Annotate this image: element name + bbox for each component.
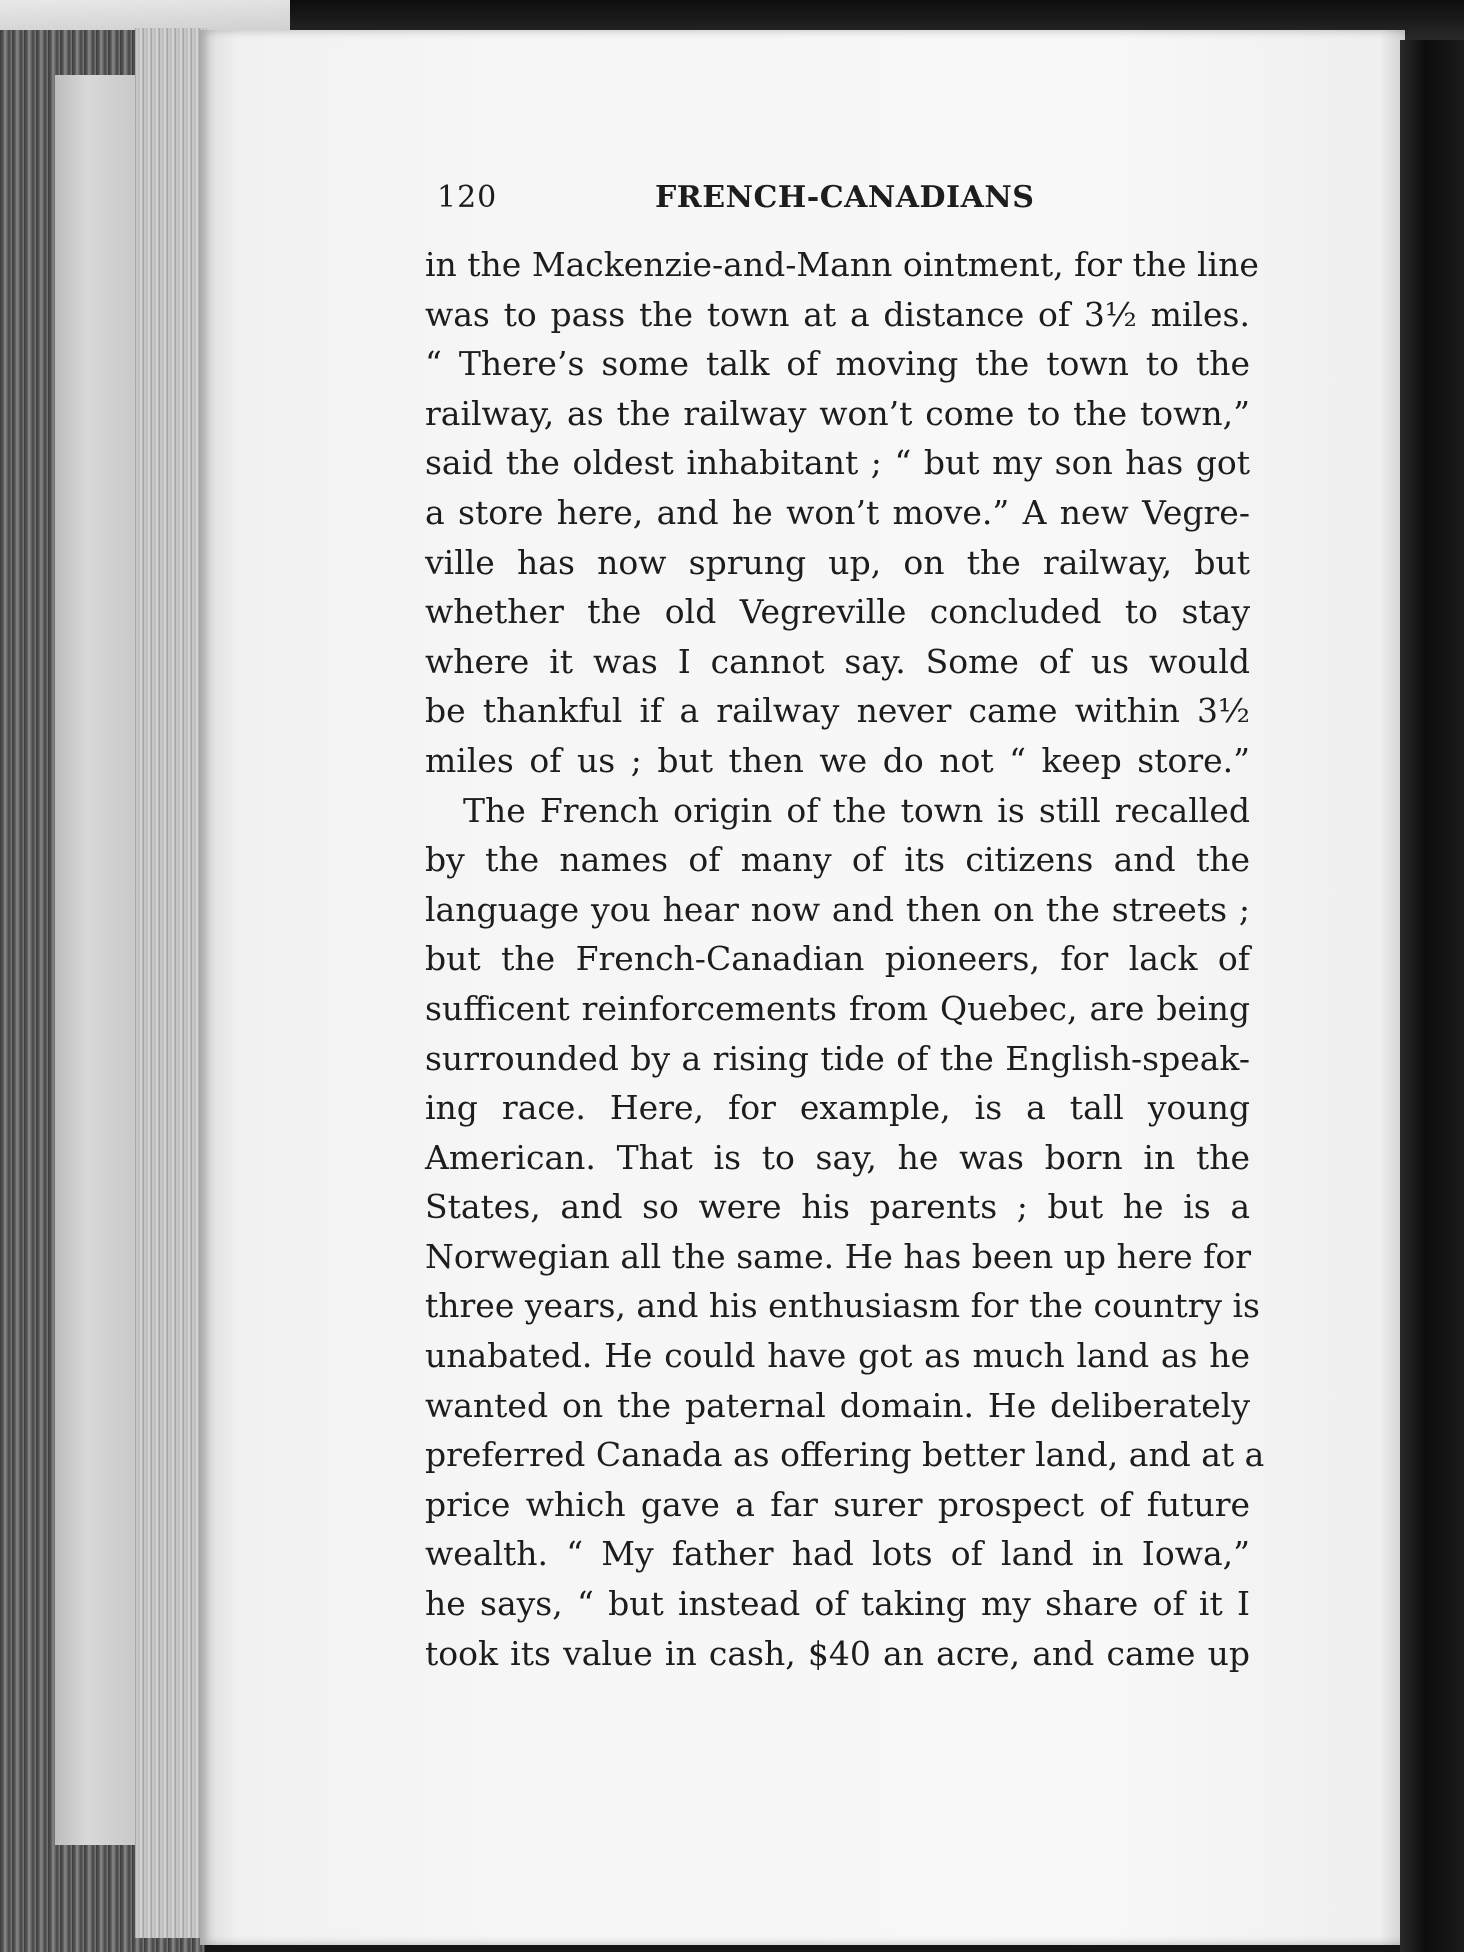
text-line: railway, as the railway won’t come to the town,” xyxy=(425,393,1250,433)
text-line: ing race. Here, for example, is a tall young xyxy=(425,1088,1250,1128)
text-line: by the names of many of its citizens and the xyxy=(425,840,1250,880)
body-text xyxy=(425,240,1265,1678)
text-line: took its value in cash, $40 an acre, and came up xyxy=(425,1633,1250,1673)
running-head xyxy=(425,180,1250,240)
running-title: FRENCH-CANADIANS xyxy=(655,180,1035,215)
text-line: wanted on the paternal domain. He deliberately xyxy=(425,1385,1250,1425)
text-line: surrounded by a rising tide of the English-speak- xyxy=(425,1038,1250,1078)
text-line: in the Mackenzie-and-Mann ointment, for the line xyxy=(425,245,1259,284)
text-line: whether the old Vegreville concluded to stay xyxy=(425,592,1250,632)
text-line: miles of us ; but then we do not “ keep store.” xyxy=(425,740,1250,780)
text-line: Norwegian all the same. He has been up here for xyxy=(425,1236,1251,1276)
text-line: unabated. He could have got as much land as he xyxy=(425,1336,1250,1376)
page-gutter xyxy=(135,28,207,1938)
page-number: 120 xyxy=(437,180,498,215)
page-stack xyxy=(55,75,135,1845)
text-line: States, and so were his parents ; but he is a xyxy=(425,1187,1250,1227)
right-edge-shadow xyxy=(1400,40,1464,1952)
text-line: language you hear now and then on the streets ; xyxy=(425,889,1250,929)
text-line: The French origin of the town is still recalled xyxy=(463,790,1250,830)
text-line: where it was I cannot say. Some of us would xyxy=(425,641,1250,681)
text-line: wealth. “ My father had lots of land in Iowa,” xyxy=(425,1534,1250,1574)
text-line: sufficent reinforcements from Quebec, are being xyxy=(425,988,1250,1028)
text-line: was to pass the town at a distance of 3½ miles. xyxy=(425,294,1250,334)
text-line: be thankful if a railway never came within 3½ xyxy=(425,691,1250,731)
text-line: ville has now sprung up, on the railway, but xyxy=(425,542,1250,582)
text-line: he says, “ but instead of taking my share of it I xyxy=(425,1584,1250,1624)
text-line: said the oldest inhabitant ; “ but my son has got xyxy=(425,443,1250,483)
text-line: preferred Canada as offering better land, and at a xyxy=(425,1435,1265,1475)
text-line: three years, and his enthusiasm for the country is xyxy=(425,1286,1260,1326)
text-line: but the French-Canadian pioneers, for lack of xyxy=(425,939,1250,979)
text-line: price which gave a far surer prospect of future xyxy=(425,1484,1250,1524)
text-line: a store here, and he won’t move.” A new Vegre- xyxy=(425,492,1250,532)
text-line: “ There’s some talk of moving the town to the xyxy=(425,344,1250,384)
text-line: American. That is to say, he was born in the xyxy=(425,1137,1250,1177)
text-block xyxy=(425,180,1265,1678)
